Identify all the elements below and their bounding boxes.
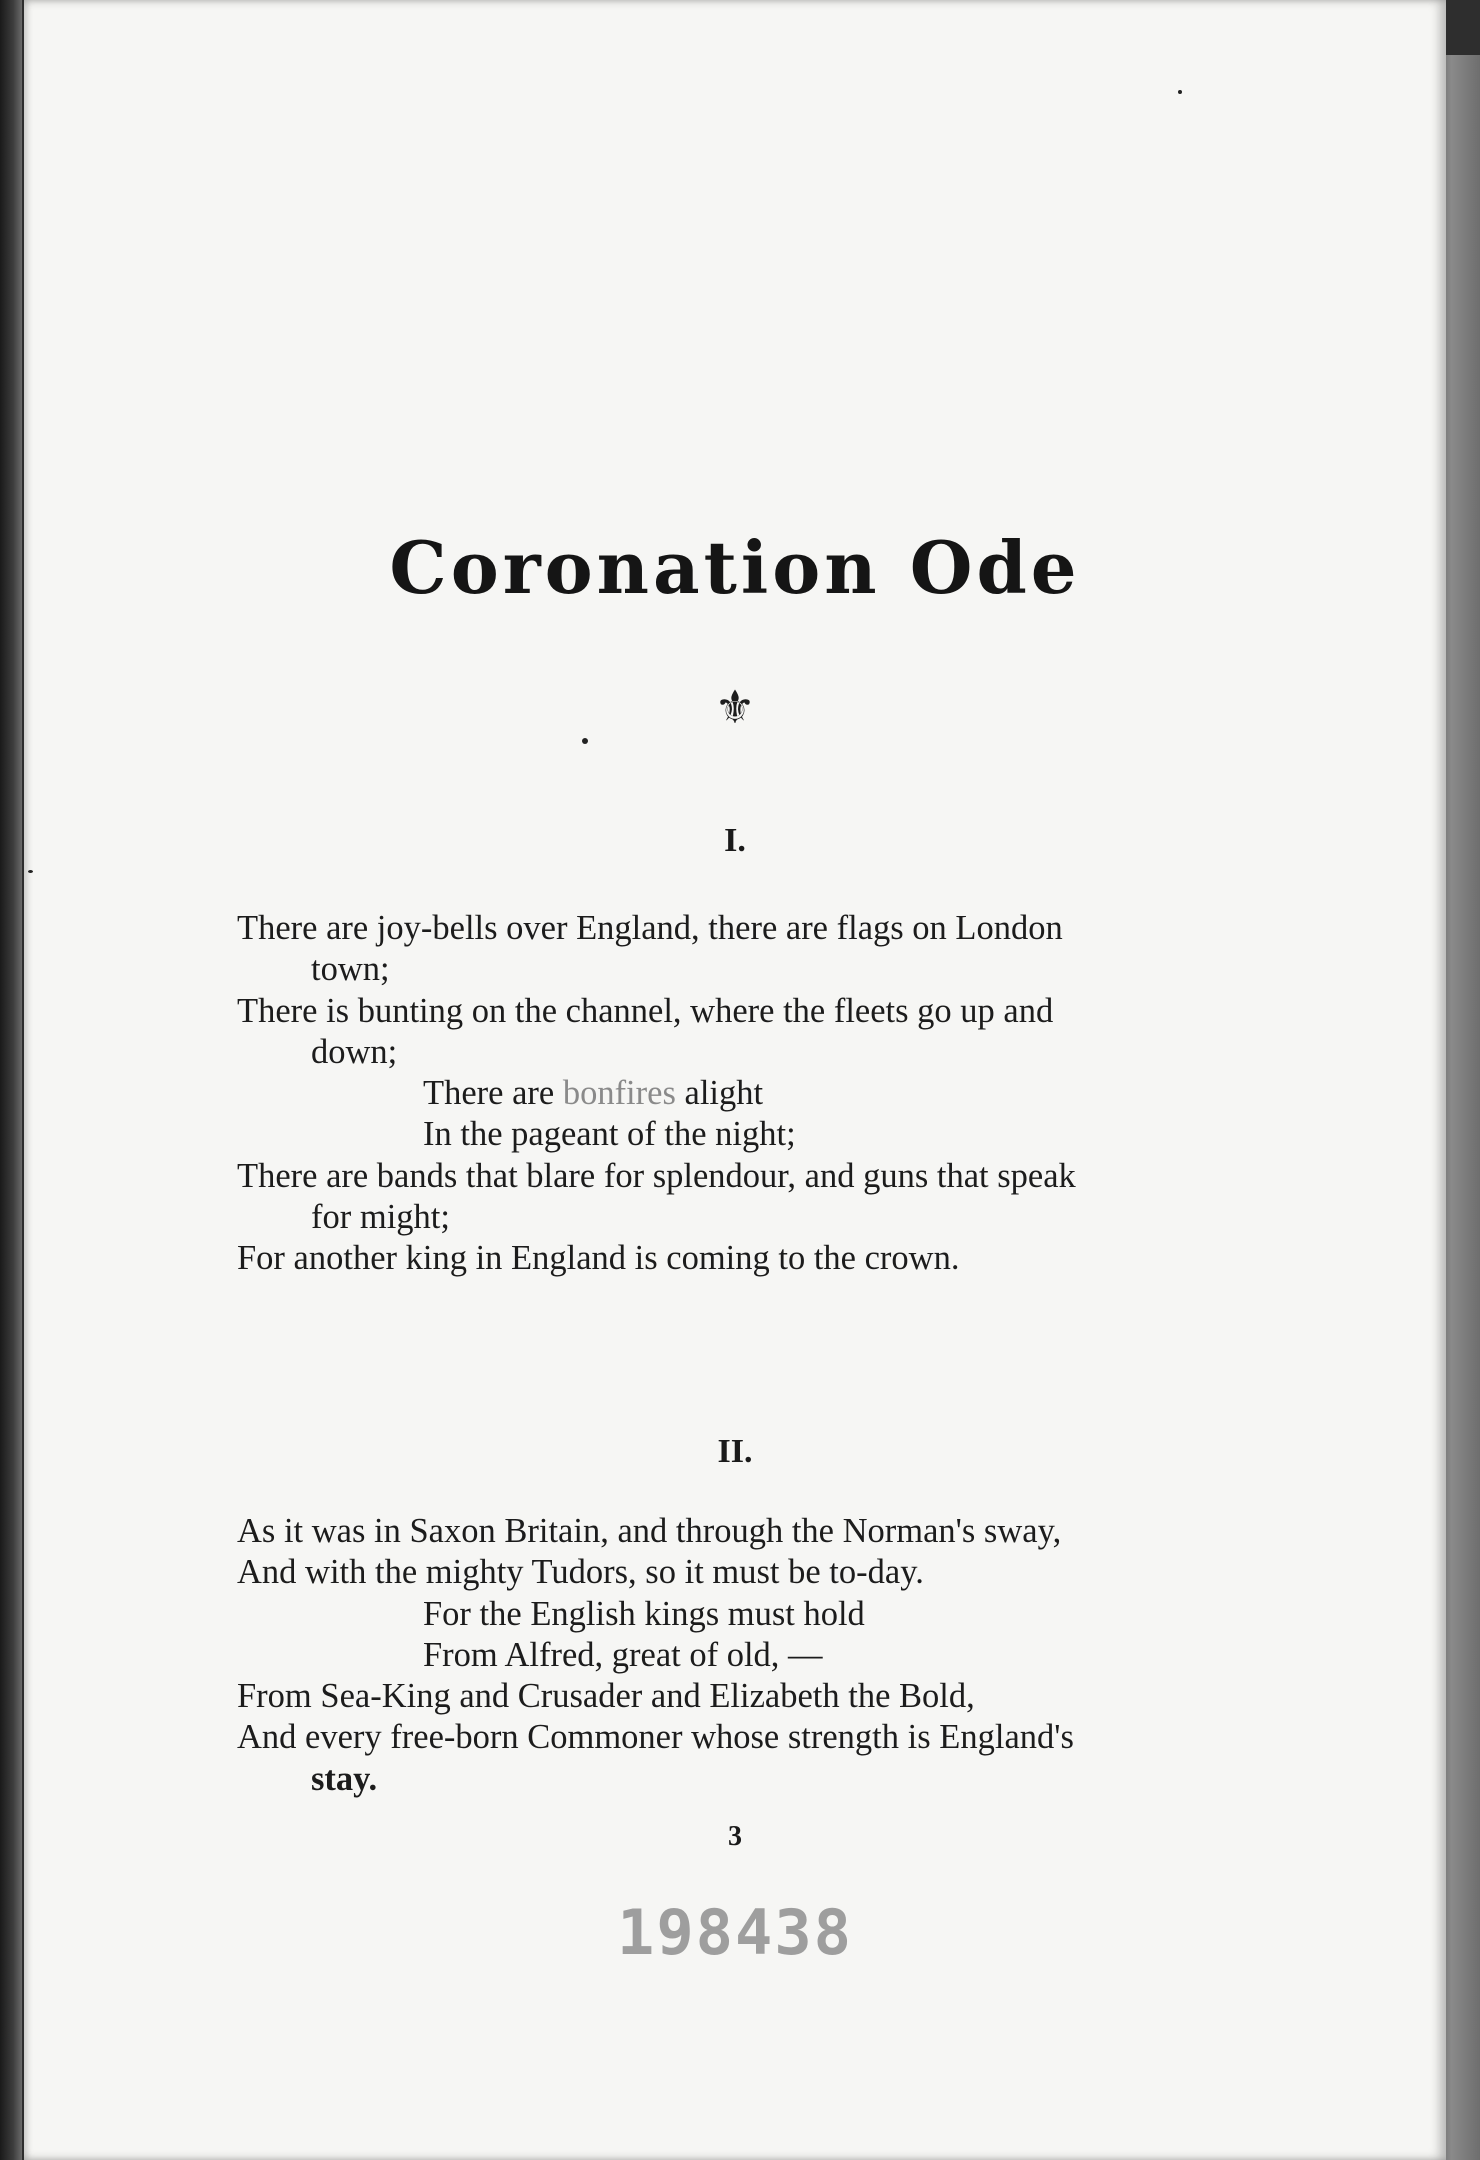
fleur-de-lis-icon: ⚜ — [714, 680, 756, 734]
stanza-1 — [237, 908, 1237, 1280]
accession-stamp: 198438 — [617, 1896, 853, 1969]
book-binding-edge — [0, 0, 22, 2160]
section-number-1: I. — [724, 822, 746, 859]
stanza-2 — [237, 1511, 1237, 1800]
verse-line: And every free-born Commoner whose strength is England's — [237, 1718, 1074, 1757]
page-title: Coronation Ode — [389, 525, 1081, 610]
verse-line: As it was in Saxon Britain, and through the Norman's sway, — [237, 1512, 1062, 1550]
book-page — [24, 0, 1446, 2160]
verse-line: There is bunting on the channel, where the fleets go up and — [237, 991, 1054, 1030]
verse-fragment: alight — [675, 1074, 764, 1113]
verse-line: For the English kings must hold — [423, 1594, 865, 1633]
verse-line: From Alfred, great of old, — — [423, 1635, 823, 1674]
faded-word: bonfires — [562, 1074, 676, 1113]
verse-line: From Sea-King and Crusader and Elizabeth the Bold, — [237, 1677, 975, 1716]
verse-line: In the pageant of the night; — [423, 1115, 796, 1154]
scan-speck — [28, 870, 33, 873]
verse-line: There are bands that blare for splendour, and guns that speak — [237, 1156, 1076, 1195]
page-number: 3 — [728, 1821, 742, 1852]
verse-line: town; — [311, 950, 390, 989]
verse-line: for might; — [311, 1198, 450, 1237]
scan-speck — [582, 738, 588, 744]
verse-line: There are joy-bells over England, there are flags on London — [237, 909, 1063, 947]
scan-speck — [1178, 90, 1182, 94]
verse-line: stay. — [311, 1759, 378, 1798]
verse-line: For another king in England is coming to the crown. — [237, 1239, 960, 1278]
verse-fragment: There are — [423, 1074, 563, 1113]
verse-line — [237, 1073, 1237, 1114]
section-number-2: II. — [717, 1433, 753, 1470]
verse-line: And with the mighty Tudors, so it must be to-day. — [237, 1553, 924, 1592]
verse-line: down; — [311, 1032, 398, 1071]
